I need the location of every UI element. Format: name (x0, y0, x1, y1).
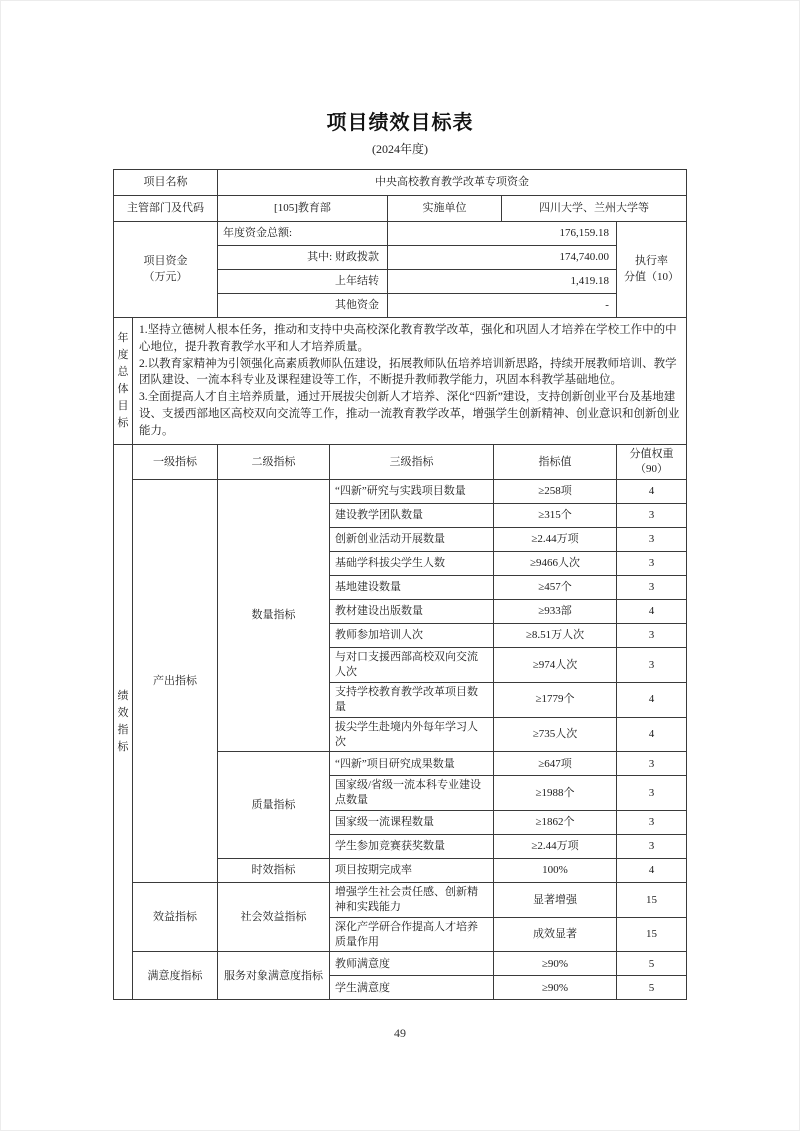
l3-cell: 学生满意度 (329, 976, 493, 1000)
level2-social: 社会效益指标 (217, 883, 329, 952)
l3-cell: 深化产学研合作提高人才培养质量作用 (329, 917, 493, 952)
funds-row-total (113, 222, 686, 246)
score-cell: 15 (616, 883, 686, 918)
value-cell: ≥9466人次 (493, 552, 616, 576)
execution-rate-line2: 分值（10） (624, 270, 679, 283)
indicators-header-row (113, 444, 686, 480)
value-cell: ≥258项 (493, 480, 616, 504)
goal-paragraph-2: 2.以教育家精神为引领强化高素质教师队伍建设，拓展教师队伍培养培训新思路，持续开展教师培训、教学团队建设、一流本科专业及课程建设等工作，不断提升教师教学能力，巩固本科教学基础地位。 (138, 357, 677, 387)
header-level2: 二级指标 (217, 444, 329, 480)
score-cell: 3 (616, 576, 686, 600)
department-label: 主管部门及代码 (113, 196, 217, 222)
score-cell: 3 (616, 624, 686, 648)
funds-label-line2: （万元） (143, 270, 188, 283)
funds-total-value: 176,159.18 (387, 222, 616, 246)
level2-quality: 质量指标 (217, 752, 329, 859)
funds-other-value: - (387, 294, 616, 318)
indicator-row (113, 952, 686, 976)
l3-cell: 国家级一流课程数量 (329, 811, 493, 835)
annual-goals-side-label: 年度总体目标 (113, 318, 132, 445)
l3-cell: 与对口支援西部高校双向交流人次 (329, 648, 493, 683)
project-name-label: 项目名称 (113, 170, 217, 196)
score-cell: 3 (616, 648, 686, 683)
department-value: [105]教育部 (217, 196, 387, 222)
score-cell: 3 (616, 528, 686, 552)
score-cell: 3 (616, 776, 686, 811)
l3-cell: 创新创业活动开展数量 (329, 528, 493, 552)
value-cell: ≥457个 (493, 576, 616, 600)
score-cell: 4 (616, 683, 686, 718)
l3-cell: 教师参加培训人次 (329, 624, 493, 648)
value-cell: 100% (493, 859, 616, 883)
l3-cell: 国家级/省级一流本科专业建设点数量 (329, 776, 493, 811)
department-row (113, 196, 686, 222)
l3-cell: 教材建设出版数量 (329, 600, 493, 624)
score-cell: 15 (616, 917, 686, 952)
l3-cell: 建设教学团队数量 (329, 504, 493, 528)
value-cell: ≥974人次 (493, 648, 616, 683)
score-cell: 4 (616, 480, 686, 504)
value-cell: ≥90% (493, 976, 616, 1000)
page-subtitle: (2024年度) (372, 142, 428, 156)
header-weight: 分值权重 （90） (616, 444, 686, 480)
l3-cell: 项目按期完成率 (329, 859, 493, 883)
score-cell: 3 (616, 835, 686, 859)
funds-label (113, 222, 217, 318)
score-cell: 4 (616, 600, 686, 624)
project-name-row (113, 170, 686, 196)
value-cell: ≥315个 (493, 504, 616, 528)
l3-cell: 学生参加竞赛获奖数量 (329, 835, 493, 859)
value-cell: 显著增强 (493, 883, 616, 918)
header-level3: 三级指标 (329, 444, 493, 480)
value-cell: ≥1862个 (493, 811, 616, 835)
indicators-side-label: 绩效指标 (113, 444, 132, 1000)
page-number: 49 (394, 1026, 406, 1040)
implementing-unit-label: 实施单位 (387, 196, 501, 222)
value-cell: ≥1779个 (493, 683, 616, 718)
score-cell: 3 (616, 811, 686, 835)
funds-label-line1: 项目资金 (143, 255, 188, 268)
l3-cell: “四新”项目研究成果数量 (329, 752, 493, 776)
page-title: 项目绩效目标表 (326, 112, 474, 134)
level1-satisfaction: 满意度指标 (132, 952, 217, 1000)
value-cell: 成效显著 (493, 917, 616, 952)
level2-service: 服务对象满意度指标 (217, 952, 329, 1000)
value-cell: ≥2.44万项 (493, 835, 616, 859)
header-value: 指标值 (493, 444, 616, 480)
score-cell: 4 (616, 717, 686, 752)
l3-cell: 增强学生社会责任感、创新精神和实践能力 (329, 883, 493, 918)
l3-cell: “四新”研究与实践项目数量 (329, 480, 493, 504)
score-cell: 5 (616, 952, 686, 976)
execution-rate-label (616, 222, 686, 318)
score-cell: 3 (616, 504, 686, 528)
funds-other-label: 其他资金 (217, 294, 387, 318)
value-cell: ≥735人次 (493, 717, 616, 752)
performance-target-table (113, 169, 687, 1000)
value-cell: ≥8.51万人次 (493, 624, 616, 648)
l3-cell: 基地建设数量 (329, 576, 493, 600)
project-name-value: 中央高校教育教学改革专项资金 (217, 170, 686, 196)
level2-timeliness: 时效指标 (217, 859, 329, 883)
funds-carryover-value: 1,419.18 (387, 270, 616, 294)
value-cell: ≥2.44万项 (493, 528, 616, 552)
funds-fiscal-label: 其中: 财政拨款 (217, 246, 387, 270)
value-cell: ≥90% (493, 952, 616, 976)
implementing-unit-value: 四川大学、兰州大学等 (501, 196, 686, 222)
score-cell: 5 (616, 976, 686, 1000)
value-cell: ≥1988个 (493, 776, 616, 811)
execution-rate-line1: 执行率 (635, 255, 668, 268)
l3-cell: 拔尖学生赴境内外每年学习人次 (329, 717, 493, 752)
l3-cell: 教师满意度 (329, 952, 493, 976)
score-cell: 3 (616, 752, 686, 776)
score-cell: 3 (616, 552, 686, 576)
annual-goals-text (132, 318, 686, 445)
indicator-row (113, 883, 686, 918)
level1-output: 产出指标 (132, 480, 217, 883)
funds-carryover-label: 上年结转 (217, 270, 387, 294)
score-cell: 4 (616, 859, 686, 883)
goal-paragraph-3: 3.全面提高人才自主培养质量，通过开展拔尖创新人才培养、深化“四新”建设，支持创新创业平台及基地建设、支援西部地区高校双向交流等工作，推动一流教育教学改革，增强学生创新精神、创业意识和创新创业能力。 (138, 391, 680, 437)
value-cell: ≥933部 (493, 600, 616, 624)
annual-goals-row (113, 318, 686, 445)
header-level1: 一级指标 (132, 444, 217, 480)
indicator-row (113, 480, 686, 504)
level1-benefit: 效益指标 (132, 883, 217, 952)
value-cell: ≥647项 (493, 752, 616, 776)
l3-cell: 基础学科拔尖学生人数 (329, 552, 493, 576)
funds-fiscal-value: 174,740.00 (387, 246, 616, 270)
goal-paragraph-1: 1.坚持立德树人根本任务，推动和支持中央高校深化教育教学改革，强化和巩固人才培养在学校工作中的中心地位，提升教育教学水平和人才培养质量。 (138, 324, 677, 353)
funds-total-label: 年度资金总额: (217, 222, 387, 246)
level2-quantity: 数量指标 (217, 480, 329, 752)
l3-cell: 支持学校教育教学改革项目数量 (329, 683, 493, 718)
